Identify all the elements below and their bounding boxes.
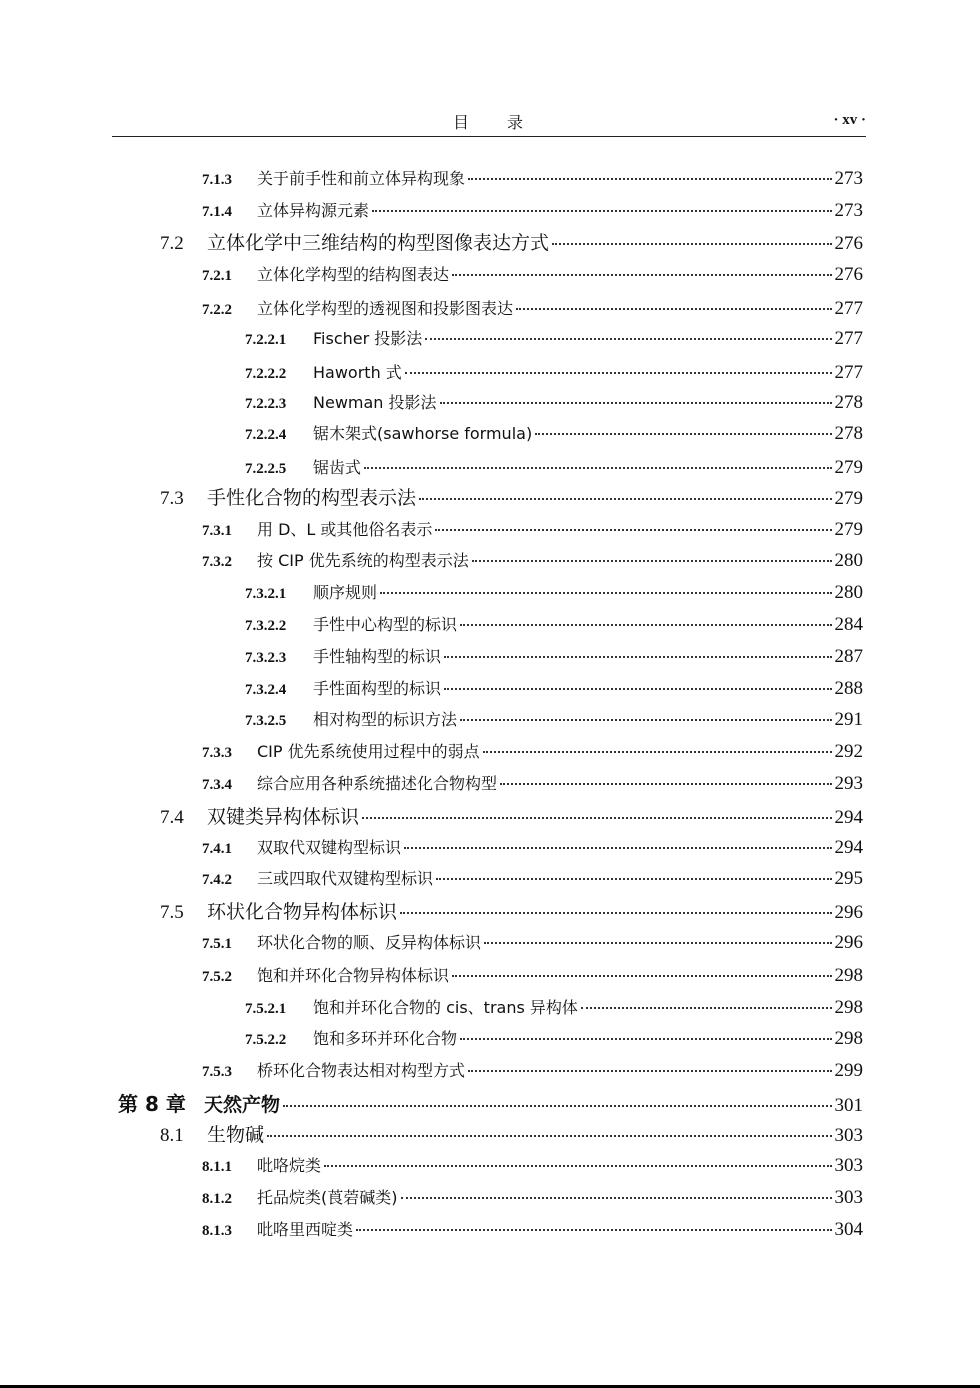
toc-number: 7.2 [160, 233, 184, 254]
toc-number: 8.1.1 [202, 1159, 232, 1175]
dot-leader [468, 178, 831, 180]
toc-number: 7.2.2.1 [245, 332, 287, 348]
toc-entry [202, 296, 863, 320]
toc-page-number: 277 [834, 328, 863, 349]
toc-page-number: 291 [834, 709, 863, 730]
dot-leader [436, 878, 831, 880]
toc-title: 用 D、L 或其他俗名表示 [257, 520, 433, 539]
toc-page-number: 277 [834, 362, 863, 383]
toc-entry [160, 483, 863, 510]
page-number: · xv · [833, 112, 866, 128]
toc-entry [245, 995, 863, 1019]
toc-page-number: 273 [834, 168, 863, 189]
toc-page-number: 303 [834, 1125, 863, 1146]
toc-title: 环状化合物的顺、反异构体标识 [257, 933, 482, 952]
toc-entry [202, 1153, 863, 1177]
toc-page-number: 273 [834, 200, 863, 221]
toc-page-number: 294 [834, 807, 863, 828]
toc-entry [160, 802, 863, 829]
toc-page-number: 293 [834, 773, 863, 794]
dot-leader [356, 1229, 831, 1231]
dot-leader [362, 817, 831, 819]
toc-title: 生物碱 [207, 1124, 265, 1146]
toc-number: 7.3.3 [202, 745, 232, 761]
toc-number: 7.5.2 [202, 969, 232, 985]
toc-number: 第 8 章 [118, 1092, 186, 1116]
toc-entry [245, 390, 863, 414]
toc-page-number: 296 [834, 902, 863, 923]
toc-entry [160, 1120, 863, 1147]
toc-entry [202, 198, 863, 222]
toc-title: 按 CIP 优先系统的构型表示法 [257, 551, 469, 570]
dot-leader [444, 688, 831, 690]
dot-leader [460, 1038, 831, 1040]
toc-number: 8.1 [160, 1125, 184, 1146]
toc-title: 相对构型的标识方法 [313, 710, 458, 729]
toc-page-number: 279 [834, 519, 863, 540]
toc-title: 立体化学构型的透视图和投影图表达 [257, 299, 514, 318]
toc-page-number: 276 [834, 233, 863, 254]
toc-entry [245, 676, 863, 700]
toc-page-number: 284 [834, 614, 863, 635]
toc-entry [245, 580, 863, 604]
toc-entry [202, 1217, 863, 1241]
toc-title: 双键类异构体标识 [207, 806, 360, 828]
toc-entry [118, 1088, 863, 1117]
toc-number: 7.5.1 [202, 936, 232, 952]
toc-title: 手性轴构型的标识 [313, 647, 442, 666]
dot-leader [483, 751, 832, 753]
toc-entry [202, 866, 863, 890]
toc-page-number: 278 [834, 423, 863, 444]
toc-number: 7.5.2.1 [245, 1001, 287, 1017]
dot-leader [324, 1165, 831, 1167]
toc-title: 综合应用各种系统描述化合物构型 [257, 774, 498, 793]
dot-leader [425, 338, 831, 340]
toc-page-number: 303 [834, 1155, 863, 1176]
toc-page-number: 276 [834, 264, 863, 285]
dot-leader [380, 592, 831, 594]
toc-number: 7.2.2.3 [245, 396, 287, 412]
toc-number: 7.3.4 [202, 777, 232, 793]
toc-number: 7.5 [160, 902, 184, 923]
toc-title: 桥环化合物表达相对构型方式 [257, 1061, 466, 1080]
toc-page-number: 292 [834, 741, 863, 762]
toc-page-number: 303 [834, 1187, 863, 1208]
dot-leader [460, 624, 831, 626]
toc-title: Newman 投影法 [313, 393, 437, 412]
dot-leader [500, 783, 831, 785]
toc-entry [202, 963, 863, 987]
dot-leader [581, 1007, 832, 1009]
toc-title: 立体化学构型的结构图表达 [257, 265, 450, 284]
toc-title: 吡咯里西啶类 [257, 1220, 354, 1239]
toc-entry [245, 455, 863, 479]
toc-number: 7.4.2 [202, 872, 232, 888]
toc-number: 7.2.2 [202, 302, 232, 318]
toc-number: 7.5.2.2 [245, 1032, 287, 1048]
toc-entry [245, 612, 863, 636]
toc-page-number: 280 [834, 550, 863, 571]
dot-leader [419, 498, 831, 500]
dot-leader [400, 912, 831, 914]
toc-title: 手性面构型的标识 [313, 679, 442, 698]
toc-number: 7.2.2.2 [245, 366, 287, 382]
toc-title: 吡咯烷类 [257, 1156, 322, 1175]
toc-number: 7.1.3 [202, 172, 232, 188]
dot-leader [401, 1197, 832, 1199]
toc-number: 7.4 [160, 807, 184, 828]
toc-number: 7.3.1 [202, 523, 232, 539]
dot-leader [460, 719, 831, 721]
toc-page-number: 279 [834, 488, 863, 509]
toc-page-number: 295 [834, 868, 863, 889]
toc-number: 7.3 [160, 488, 184, 509]
toc-page-number: 296 [834, 932, 863, 953]
toc-page-number: 277 [834, 298, 863, 319]
toc-number: 7.2.2.5 [245, 461, 287, 477]
dot-leader [484, 942, 831, 944]
toc-page-number: 287 [834, 646, 863, 667]
toc-title: 手性中心构型的标识 [313, 615, 458, 634]
toc-entry [202, 1058, 863, 1082]
toc-title: 立体化学中三维结构的构型图像表达方式 [207, 232, 550, 254]
dot-leader [552, 243, 831, 245]
toc-page-number: 299 [834, 1060, 863, 1081]
toc-title: CIP 优先系统使用过程中的弱点 [257, 742, 480, 761]
toc-entry [202, 548, 863, 572]
toc-title: 三或四取代双键构型标识 [257, 869, 434, 888]
toc-number: 7.2.1 [202, 268, 232, 284]
toc-page-number: 280 [834, 582, 863, 603]
toc-entry [160, 897, 863, 924]
toc-page-number: 279 [834, 457, 863, 478]
dot-leader [452, 975, 831, 977]
toc-page-number: 288 [834, 678, 863, 699]
toc-number: 7.3.2.1 [245, 586, 287, 602]
toc-title: 饱和多环并环化合物 [313, 1029, 458, 1048]
toc-number: 7.3.2.4 [245, 682, 287, 698]
toc-title: 饱和并环化合物异构体标识 [257, 966, 450, 985]
dot-leader [364, 467, 831, 469]
header-title: 目 录 [452, 113, 525, 132]
toc-entry [202, 771, 863, 795]
toc-title: 锯木架式(sawhorse formula) [313, 424, 533, 443]
toc-entry [245, 326, 863, 350]
dot-leader [267, 1135, 831, 1137]
toc-number: 7.3.2.3 [245, 650, 287, 666]
toc-page-number: 294 [834, 837, 863, 858]
toc-entry [202, 262, 863, 286]
toc-page-number: 304 [834, 1219, 863, 1240]
toc-page-number: 298 [834, 1028, 863, 1049]
toc-title: 双取代双键构型标识 [257, 838, 402, 857]
toc-entry [245, 707, 863, 731]
toc-number: 8.1.3 [202, 1223, 232, 1239]
toc-title: 立体异构源元素 [257, 201, 370, 220]
toc-page-number: 298 [834, 965, 863, 986]
toc-number: 7.5.3 [202, 1064, 232, 1080]
dot-leader [516, 308, 831, 310]
toc-page-number: 298 [834, 997, 863, 1018]
toc-title: 环状化合物异构体标识 [207, 901, 398, 923]
dot-leader [405, 372, 832, 374]
toc-page-number: 278 [834, 392, 863, 413]
dot-leader [472, 560, 832, 562]
toc-number: 7.1.4 [202, 204, 232, 220]
toc-entry [245, 360, 863, 384]
toc-title: Haworth 式 [313, 363, 402, 382]
toc-number: 7.4.1 [202, 841, 232, 857]
dot-leader [452, 274, 831, 276]
toc-entry [160, 228, 863, 255]
toc-entry [202, 166, 863, 190]
toc-entry [202, 1185, 863, 1209]
dot-leader [435, 529, 831, 531]
toc-entry [245, 1026, 863, 1050]
toc-number: 7.3.2 [202, 554, 232, 570]
dot-leader [468, 1070, 831, 1072]
dot-leader [404, 847, 831, 849]
dot-leader [444, 656, 831, 658]
toc-title: 顺序规则 [313, 583, 378, 602]
toc-number: 7.3.2.2 [245, 618, 287, 634]
toc-title: 托品烷类(莨菪碱类) [257, 1188, 398, 1207]
toc-title: 手性化合物的构型表示法 [207, 487, 417, 509]
toc-entry [202, 930, 863, 954]
toc-title: 关于前手性和前立体异构现象 [257, 169, 466, 188]
toc-entry [202, 835, 863, 859]
toc-entry [245, 421, 863, 445]
toc-entry [202, 517, 863, 541]
toc-number: 8.1.2 [202, 1191, 232, 1207]
toc-title: Fischer 投影法 [313, 329, 423, 348]
page-header [112, 108, 866, 137]
toc-title: 天然产物 [204, 1094, 281, 1116]
dot-leader [440, 402, 832, 404]
toc-number: 7.3.2.5 [245, 713, 287, 729]
dot-leader [372, 210, 831, 212]
toc-entry [245, 644, 863, 668]
dot-leader [535, 433, 831, 435]
toc-title: 锯齿式 [313, 458, 362, 477]
toc-page-number: 301 [834, 1095, 863, 1116]
toc-entry [202, 739, 863, 763]
toc-title: 饱和并环化合物的 cis、trans 异构体 [313, 998, 578, 1017]
dot-leader [283, 1105, 831, 1107]
toc-number: 7.2.2.4 [245, 427, 287, 443]
